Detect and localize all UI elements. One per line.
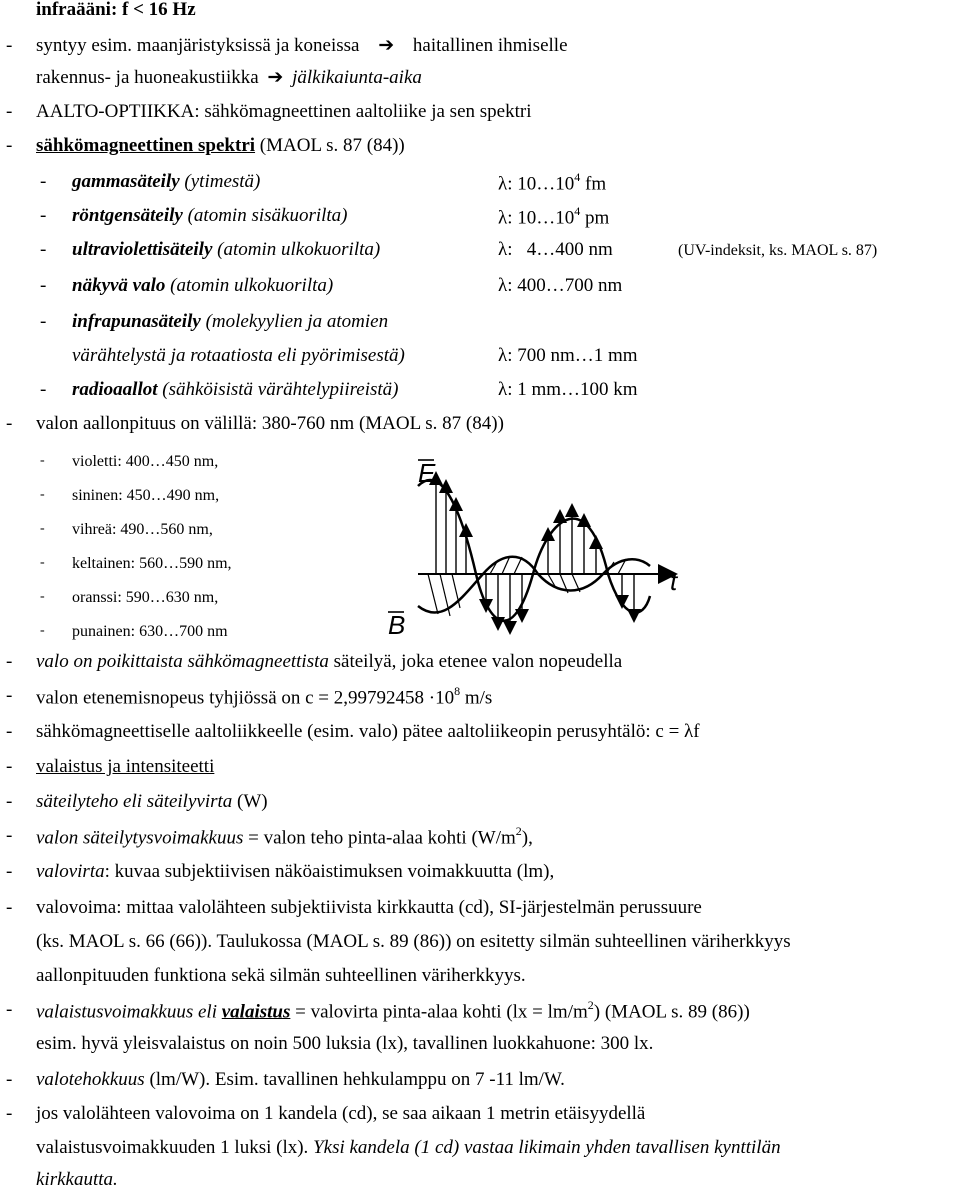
bullet: - xyxy=(40,379,47,400)
color-range-item: violetti: 400…450 nm, xyxy=(72,453,219,470)
para-irradiance: valon säteilytysvoimakkuus = valon teho pinta-alaa kohti $(W/m^2)$, xyxy=(36,824,533,849)
heading-em-spectrum: sähkömagneettinen spektri (MAOL s. 87 (84)) xyxy=(36,135,405,156)
bullet: - xyxy=(40,555,45,570)
bullet: - xyxy=(6,999,13,1020)
bullet: - xyxy=(40,453,45,468)
bullet: - xyxy=(6,721,13,742)
line-visible-range: valon aallonpituus on välillä: 380-760 nm (MAOL s. 87 (84)) xyxy=(36,413,504,434)
uv-index-note: (UV-indeksit, ks. MAOL s. 87) xyxy=(678,242,878,259)
heading-optics: AALTO-OPTIIKKA: sähkömagneettinen aaltoliike ja sen spektri xyxy=(36,101,532,122)
bullet: - xyxy=(6,756,13,777)
bullet: - xyxy=(6,791,13,812)
b-field-wave xyxy=(418,557,650,613)
line-acoustics: rakennus- ja huoneakustiikka ➔ jälkikaiunta-aika xyxy=(36,67,422,88)
para-luminous-intensity-3: aallonpituuden funktiona sekä silmän suhteellinen väriherkkyys. xyxy=(36,965,526,986)
color-range-item: oranssi: 590…630 nm, xyxy=(72,589,219,606)
heading-infrasound: infraääni: f < 16 Hz xyxy=(36,0,196,20)
bullet: - xyxy=(40,205,47,226)
arrow-right-icon: ➔ xyxy=(378,35,395,56)
arrow-right-icon: ➔ xyxy=(267,67,284,88)
b-field-label: B xyxy=(388,610,406,640)
spectrum-row: ultraviolettisäteily (atomin ulkokuorilta) xyxy=(72,239,381,260)
para-candela-2: valaistusvoimakkuuden 1 luksi (lx). Yksi kandela (1 cd) vastaa likimain yhden tavallisen kynttilän xyxy=(36,1137,781,1158)
bullet: - xyxy=(40,623,45,638)
color-range-item: punainen: 630…700 nm xyxy=(72,623,228,640)
bullet: - xyxy=(6,825,13,846)
time-axis-label: t xyxy=(670,566,678,596)
ir-wavelength: λ: 700 nm…1 mm xyxy=(498,345,638,366)
bullet: - xyxy=(40,239,47,260)
bullet: - xyxy=(40,521,45,536)
spectrum-row: röntgensäteily (atomin sisäkuorilta) xyxy=(72,205,348,226)
para-candela: jos valolähteen valovoima on 1 kandela (cd), se saa aikaan 1 metrin etäisyydellä xyxy=(36,1103,646,1124)
heading-illumination: valaistus ja intensiteetti xyxy=(36,756,215,777)
color-range-item: keltainen: 560…590 nm, xyxy=(72,555,232,572)
bullet: - xyxy=(6,35,13,56)
bullet: - xyxy=(6,897,13,918)
ir-continuation: värähtelystä ja rotaatiosta eli pyörimisestä) xyxy=(72,345,405,366)
bullet: - xyxy=(40,487,45,502)
para-speed-of-light: valon etenemisnopeus tyhjiössä on $c = 2,99792458 \cdot 10^8$ m/s xyxy=(36,684,493,709)
para-radiant-flux: säteilyteho eli säteilyvirta (W) xyxy=(36,791,268,812)
para-candela-3: kirkkautta. xyxy=(36,1169,118,1190)
para-illuminance: valaistusvoimakkuus eli valaistus = valovirta pinta-alaa kohti $(lx = lm/m^2)$ (MAOL s. 89 (86)) xyxy=(36,998,750,1023)
em-wave-diagram xyxy=(388,456,688,646)
para-luminous-flux: valovirta: kuvaa subjektiivisen näköaistimuksen voimakkuutta (lm), xyxy=(36,861,555,882)
spectrum-row: infrapunasäteily (molekyylien ja atomien xyxy=(72,311,389,332)
spectrum-wavelength: λ: 4…400 nm xyxy=(498,239,613,260)
bullet: - xyxy=(6,1069,13,1090)
spectrum-row: gammasäteily (ytimestä) xyxy=(72,171,261,192)
para-illuminance-2: esim. hyvä yleisvalaistus on noin 500 luksia (lx), tavallinen luokkahuone: 300 lx. xyxy=(36,1033,654,1054)
bullet: - xyxy=(40,171,47,192)
e-field-wave xyxy=(418,480,650,621)
spectrum-row: näkyvä valo (atomin ulkokuorilta) xyxy=(72,275,334,296)
bullet: - xyxy=(6,1103,13,1124)
bullet: - xyxy=(40,275,47,296)
line-infrasound-source: syntyy esim. maanjäristyksissä ja koneissa ➔ haitallinen ihmiselle xyxy=(36,35,568,56)
color-range-item: sininen: 450…490 nm, xyxy=(72,487,220,504)
spectrum-wavelength: λ: $10\dots 10^4$ pm xyxy=(498,204,610,229)
para-wave-equation: sähkömagneettiselle aaltoliikkeelle (esim. valo) pätee aaltoliikeopin perusyhtälö: c = λf xyxy=(36,721,700,742)
bullet: - xyxy=(6,685,13,706)
spectrum-wavelength: λ: $10\dots 10^4$ fm xyxy=(498,170,607,195)
bullet: - xyxy=(40,311,47,332)
bullet: - xyxy=(6,135,13,156)
spectrum-wavelength: λ: 400…700 nm xyxy=(498,275,623,296)
para-efficacy: valotehokkuus (lm/W). Esim. tavallinen hehkulamppu on 7 -11 lm/W. xyxy=(36,1069,565,1090)
bullet: - xyxy=(40,589,45,604)
color-range-item: vihreä: 490…560 nm, xyxy=(72,521,213,538)
bullet: - xyxy=(6,413,13,434)
bullet: - xyxy=(6,651,13,672)
para-luminous-intensity-2: (ks. MAOL s. 66 (66)). Taulukossa (MAOL s. 89 (86)) on esitetty silmän suhteellinen väriherkkyys xyxy=(36,931,791,952)
spectrum-row-radio: radioaallot (sähköisistä värähtelypiireistä) xyxy=(72,379,399,400)
para-luminous-intensity: valovoima: mittaa valolähteen subjektiivista kirkkautta (cd), SI-järjestelmän perussuure xyxy=(36,897,702,918)
para-transverse: valo on poikittaista sähkömagneettista säteilyä, joka etenee valon nopeudella xyxy=(36,651,623,672)
bullet: - xyxy=(6,101,13,122)
bullet: - xyxy=(6,861,13,882)
e-field-label: E xyxy=(418,458,436,488)
radio-wavelength: λ: 1 mm…100 km xyxy=(498,379,638,400)
